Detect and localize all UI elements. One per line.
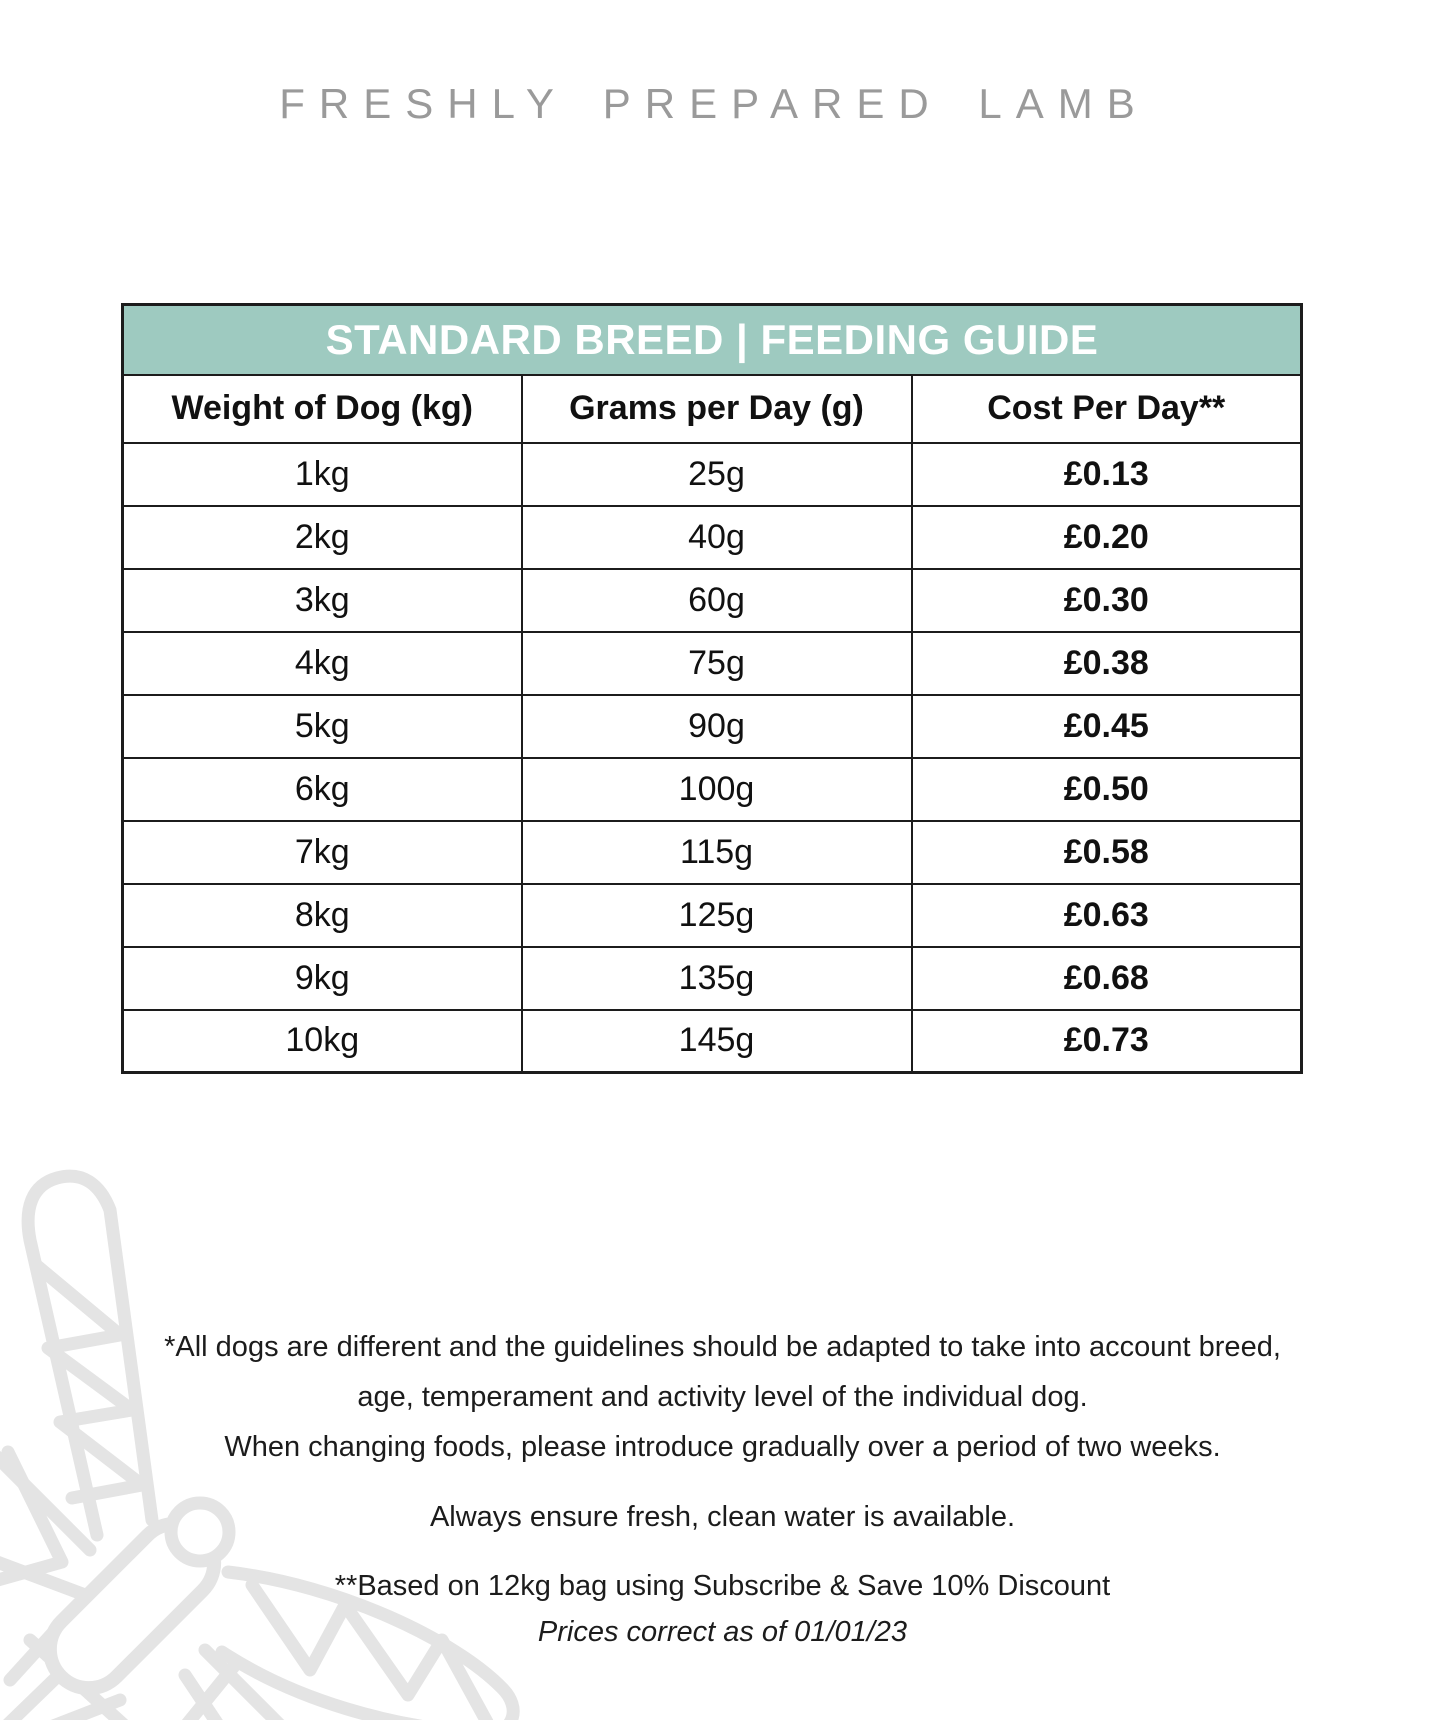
grams-cell: 100g [522, 758, 912, 821]
weight-cell: 5kg [123, 695, 522, 758]
cost-cell: £0.68 [912, 947, 1302, 1010]
table-row [123, 569, 1302, 632]
guideline-note-line1: *All dogs are different and the guidelines should be adapted to take into account breed, [164, 1331, 1281, 1363]
weight-cell: 3kg [123, 569, 522, 632]
weight-cell: 1kg [123, 443, 522, 506]
table-band-row [123, 305, 1302, 375]
table-band-title: STANDARD BREED | FEEDING GUIDE [123, 305, 1302, 375]
feeding-guide-table [121, 303, 1303, 1074]
table-row [123, 632, 1302, 695]
cost-cell: £0.30 [912, 569, 1302, 632]
grams-cell: 115g [522, 821, 912, 884]
weight-cell: 4kg [123, 632, 522, 695]
table-row [123, 695, 1302, 758]
guideline-note-line2: age, temperament and activity level of the individual dog. [357, 1381, 1088, 1413]
page-title: FRESHLY PREPARED LAMB [279, 80, 1149, 127]
grams-cell: 135g [522, 947, 912, 1010]
table-row [123, 884, 1302, 947]
table-row [123, 1010, 1302, 1073]
grams-cell: 145g [522, 1010, 912, 1073]
table-row [123, 947, 1302, 1010]
table-row [123, 506, 1302, 569]
weight-cell: 6kg [123, 758, 522, 821]
column-header-weight: Weight of Dog (kg) [123, 375, 522, 443]
pricing-date: Prices correct as of 01/01/23 [537, 1616, 908, 1648]
cost-cell: £0.20 [912, 506, 1302, 569]
cost-cell: £0.58 [912, 821, 1302, 884]
weight-cell: 10kg [123, 1010, 522, 1073]
column-header-cost: Cost Per Day** [912, 375, 1302, 443]
cost-cell: £0.63 [912, 884, 1302, 947]
weight-cell: 9kg [123, 947, 522, 1010]
table-row [123, 821, 1302, 884]
guideline-note [0, 1322, 1445, 1472]
cost-cell: £0.50 [912, 758, 1302, 821]
grams-cell: 90g [522, 695, 912, 758]
weight-cell: 7kg [123, 821, 522, 884]
cost-cell: £0.73 [912, 1010, 1302, 1073]
guideline-note-line3: When changing foods, please introduce gradually over a period of two weeks. [224, 1431, 1221, 1463]
grams-cell: 25g [522, 443, 912, 506]
table-row [123, 758, 1302, 821]
column-header-grams: Grams per Day (g) [522, 375, 912, 443]
cost-cell: £0.45 [912, 695, 1302, 758]
footnotes [0, 1322, 1445, 1655]
cost-cell: £0.13 [912, 443, 1302, 506]
pricing-note [0, 1563, 1445, 1655]
cost-cell: £0.38 [912, 632, 1302, 695]
grams-cell: 60g [522, 569, 912, 632]
grams-cell: 75g [522, 632, 912, 695]
table-row [123, 443, 1302, 506]
table-header-row [123, 375, 1302, 443]
pricing-basis: **Based on 12kg bag using Subscribe & Save 10% Discount [334, 1570, 1111, 1602]
grams-cell: 40g [522, 506, 912, 569]
water-note: Always ensure fresh, clean water is available. [429, 1501, 1016, 1533]
weight-cell: 2kg [123, 506, 522, 569]
weight-cell: 8kg [123, 884, 522, 947]
grams-cell: 125g [522, 884, 912, 947]
